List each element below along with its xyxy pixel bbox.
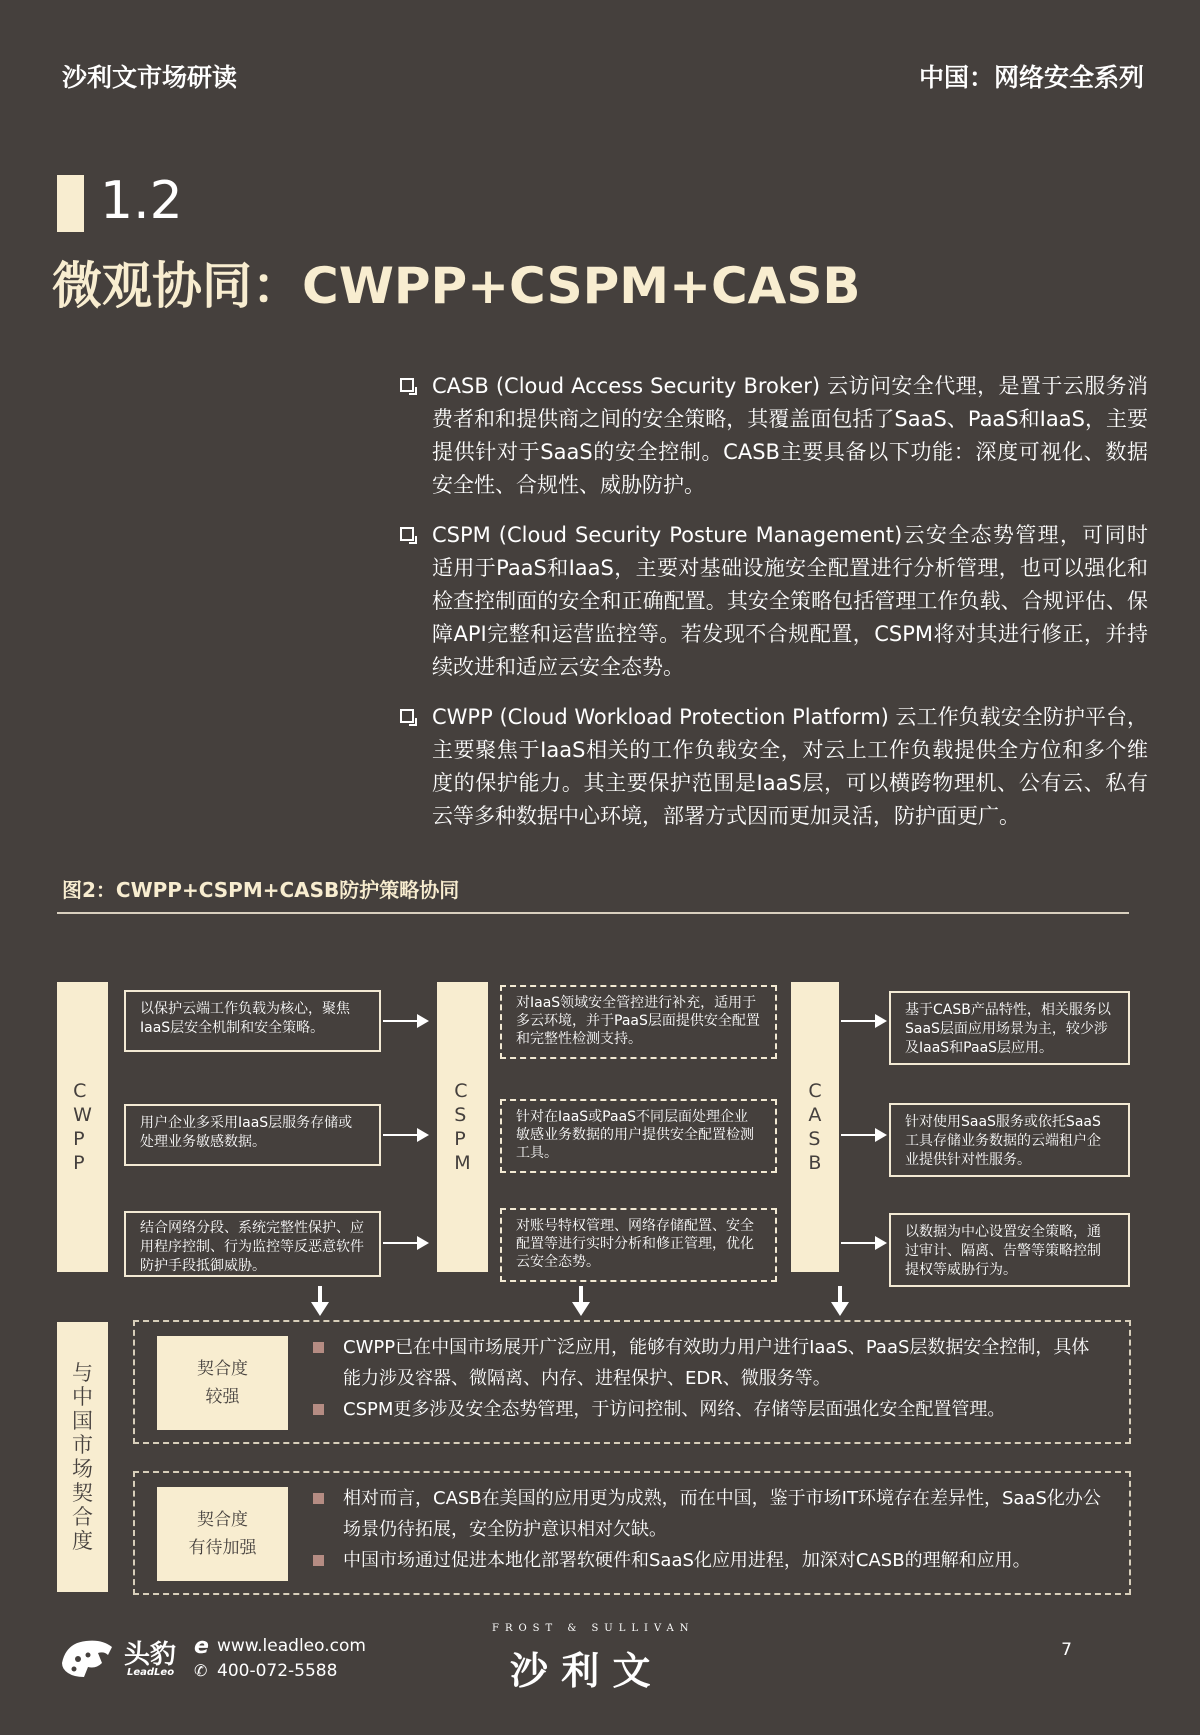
bullet-text: CASB (Cloud Access Security Broker) 云访问安全代理，是置于云服务消费者和和提供商之间的安全策略，其覆盖面包括了SaaS、PaaS和IaaS，主要提供针对于SaaS的安全控制。CASB主要具备以下功能：深度可视化、数据安全性、合规性、威胁防护。 — [432, 374, 1148, 497]
pillar-market-fit-label — [72, 1361, 93, 1553]
header-left-title: 沙利文市场研读 — [62, 63, 238, 92]
pillar-char: P — [73, 1152, 85, 1174]
fit-item-text: CSPM更多涉及安全态势管理，于访问控制、网络、存储等层面强化安全配置管理。 — [343, 1399, 1006, 1420]
badge-line: 有待加强 — [188, 1538, 257, 1558]
caption-divider — [57, 912, 1129, 914]
pillar-cspm-label — [454, 1079, 470, 1175]
pillar-char: 契 — [72, 1481, 93, 1505]
badge-line: 契合度 — [197, 1359, 248, 1379]
arrow-right-icon — [383, 1134, 427, 1136]
fit-item — [313, 1332, 1103, 1394]
arrow-down-icon — [579, 1286, 583, 1304]
pillar-casb — [791, 982, 839, 1272]
arrow-right-icon — [383, 1020, 427, 1022]
arrow-right-icon — [841, 1134, 885, 1136]
pillar-char: C — [454, 1080, 468, 1102]
section-title: 微观协同：CWPP+CSPM+CASB — [52, 257, 861, 315]
page-number: 7 — [1061, 1640, 1072, 1660]
cspm-box-2: 针对在IaaS或PaaS不同层面处理企业敏感业务数据的用户提供安全配置检测工具。 — [500, 1099, 777, 1173]
bullet-cspm — [400, 519, 1148, 684]
cspm-box-3: 对账号特权管理、网络存储配置、安全配置等进行实时分析和修正管理，优化云安全态势。 — [500, 1208, 777, 1282]
badge-line: 契合度 — [197, 1510, 248, 1530]
pillar-char: B — [808, 1152, 822, 1174]
pillar-char: S — [454, 1104, 467, 1126]
pillar-char: 市 — [72, 1433, 93, 1457]
arrow-right-icon — [383, 1242, 427, 1244]
pillar-cwpp — [57, 982, 108, 1272]
frost-sullivan-cn: 沙 利 文 — [510, 1649, 651, 1693]
fit-item — [313, 1483, 1103, 1545]
cwpp-box-2: 用户企业多采用IaaS层服务存储或处理业务敏感数据。 — [124, 1104, 381, 1166]
pillar-char: 与 — [72, 1361, 93, 1385]
cspm-box-1: 对IaaS领域安全管控进行补充，适用于多云环境，并于PaaS层面提供安全配置和完整性检测支持。 — [500, 985, 777, 1059]
pillar-char: M — [454, 1152, 471, 1174]
square-bullet-icon — [313, 1342, 324, 1353]
fit-item-text: 相对而言，CASB在美国的应用更为成熟，而在中国，鉴于市场IT环境存在差异性，SaaS化办公场景仍待拓展，安全防护意识相对欠缺。 — [343, 1488, 1101, 1540]
fit-item-text: CWPP已在中国市场展开广泛应用，能够有效助力用户进行IaaS、PaaS层数据安全控制，具体能力涉及容器、微隔离、内存、进程保护、EDR、微服务等。 — [343, 1337, 1090, 1389]
pillar-cspm — [437, 982, 488, 1272]
leadleo-logo-icon — [58, 1633, 116, 1681]
bullet-list — [400, 370, 1148, 850]
bullet-casb — [400, 370, 1148, 502]
square-bullet-icon — [313, 1493, 324, 1504]
pillar-char: P — [454, 1128, 466, 1150]
fit-items-weak — [313, 1483, 1103, 1576]
badge-line: 较强 — [205, 1387, 240, 1407]
fit-item — [313, 1545, 1103, 1576]
brand-name-cn: 头豹 — [124, 1640, 177, 1670]
casb-box-3: 以数据为中心设置安全策略，通过审计、隔离、告警等策略控制提权等威胁行为。 — [889, 1213, 1130, 1287]
checkbox-icon — [400, 527, 414, 541]
frost-sullivan-en: FROST & SULLIVAN — [492, 1623, 695, 1634]
pillar-cwpp-label — [73, 1079, 92, 1175]
square-bullet-icon — [313, 1404, 324, 1415]
arrow-right-icon — [841, 1020, 885, 1022]
casb-box-2: 针对使用SaaS服务或依托SaaS工具存储业务数据的云端租户企业提供针对性服务。 — [889, 1103, 1130, 1177]
pillar-char: C — [73, 1080, 87, 1102]
checkbox-icon — [400, 709, 414, 723]
fit-items-strong — [313, 1332, 1103, 1425]
web-icon: e — [194, 1634, 209, 1659]
pillar-market-fit — [57, 1322, 108, 1592]
cwpp-box-1: 以保护云端工作负载为核心，聚焦IaaS层安全机制和安全策略。 — [124, 990, 381, 1052]
fit-panel-weak — [133, 1471, 1131, 1595]
bullet-text: CWPP (Cloud Workload Protection Platform) 云工作负载安全防护平台，主要聚焦于IaaS相关的工作负载安全，对云上工作负载提供全方位和多个维度的保护能力。其主要保护范围是IaaS层，可以横跨物理机、公有云、私有云等多种数据中心环境，部署方式因而更加灵活，防护面更广。 — [432, 705, 1148, 828]
figure-caption: 图2：CWPP+CSPM+CASB防护策略协同 — [62, 878, 460, 902]
bullet-text: CSPM (Cloud Security Posture Management)云安全态势管理，可同时适用于PaaS和IaaS，主要对基础设施安全配置进行分析管理，也可以强化和检查控制面的安全和正确配置。其安全策略包括管理工作负载、合规评估、保障API完整和运营监控等。若发现不合规配置，CSPM将对其进行修正，并持续改进和适应云安全态势。 — [432, 523, 1148, 679]
arrow-down-icon — [838, 1286, 842, 1304]
checkbox-icon — [400, 378, 414, 392]
fit-item — [313, 1394, 1103, 1425]
pillar-char: 国 — [72, 1409, 93, 1433]
phone-number: 400-072-5588 — [217, 1661, 338, 1681]
pillar-char: C — [808, 1080, 822, 1102]
pillar-char: W — [73, 1104, 92, 1126]
pillar-char: 中 — [72, 1385, 93, 1409]
arrow-right-icon — [841, 1242, 885, 1244]
pillar-char: 合 — [72, 1505, 93, 1529]
arrow-down-icon — [318, 1286, 322, 1304]
square-bullet-icon — [313, 1555, 324, 1566]
section-marker-bar — [57, 175, 84, 232]
cwpp-box-3: 结合网络分段、系统完整性保护、应用程序控制、行为监控等反恶意软件防护手段抵御威胁。 — [124, 1211, 381, 1277]
section-number: 1.2 — [100, 171, 183, 231]
bullet-cwpp — [400, 701, 1148, 833]
fit-badge-strong — [157, 1336, 288, 1430]
fit-badge-weak — [157, 1487, 288, 1581]
website-link[interactable]: www.leadleo.com — [217, 1636, 366, 1656]
pillar-char: 场 — [72, 1457, 93, 1481]
fit-item-text: 中国市场通过促进本地化部署软硬件和SaaS化应用进程，加深对CASB的理解和应用。 — [343, 1550, 1031, 1571]
casb-box-1: 基于CASB产品特性，相关服务以SaaS层面应用场景为主，较少涉及IaaS和PaaS层应用。 — [889, 991, 1130, 1065]
pillar-casb-label — [808, 1079, 821, 1175]
header-series-title: 中国：网络安全系列 — [918, 63, 1144, 92]
pillar-char: P — [73, 1128, 85, 1150]
brand-name-en: LeadLeo — [127, 1667, 175, 1678]
phone-icon: ✆ — [194, 1661, 208, 1680]
fit-panel-strong — [133, 1320, 1131, 1444]
pillar-char: A — [808, 1104, 822, 1126]
pillar-char: S — [808, 1128, 821, 1150]
pillar-char: 度 — [72, 1529, 93, 1553]
